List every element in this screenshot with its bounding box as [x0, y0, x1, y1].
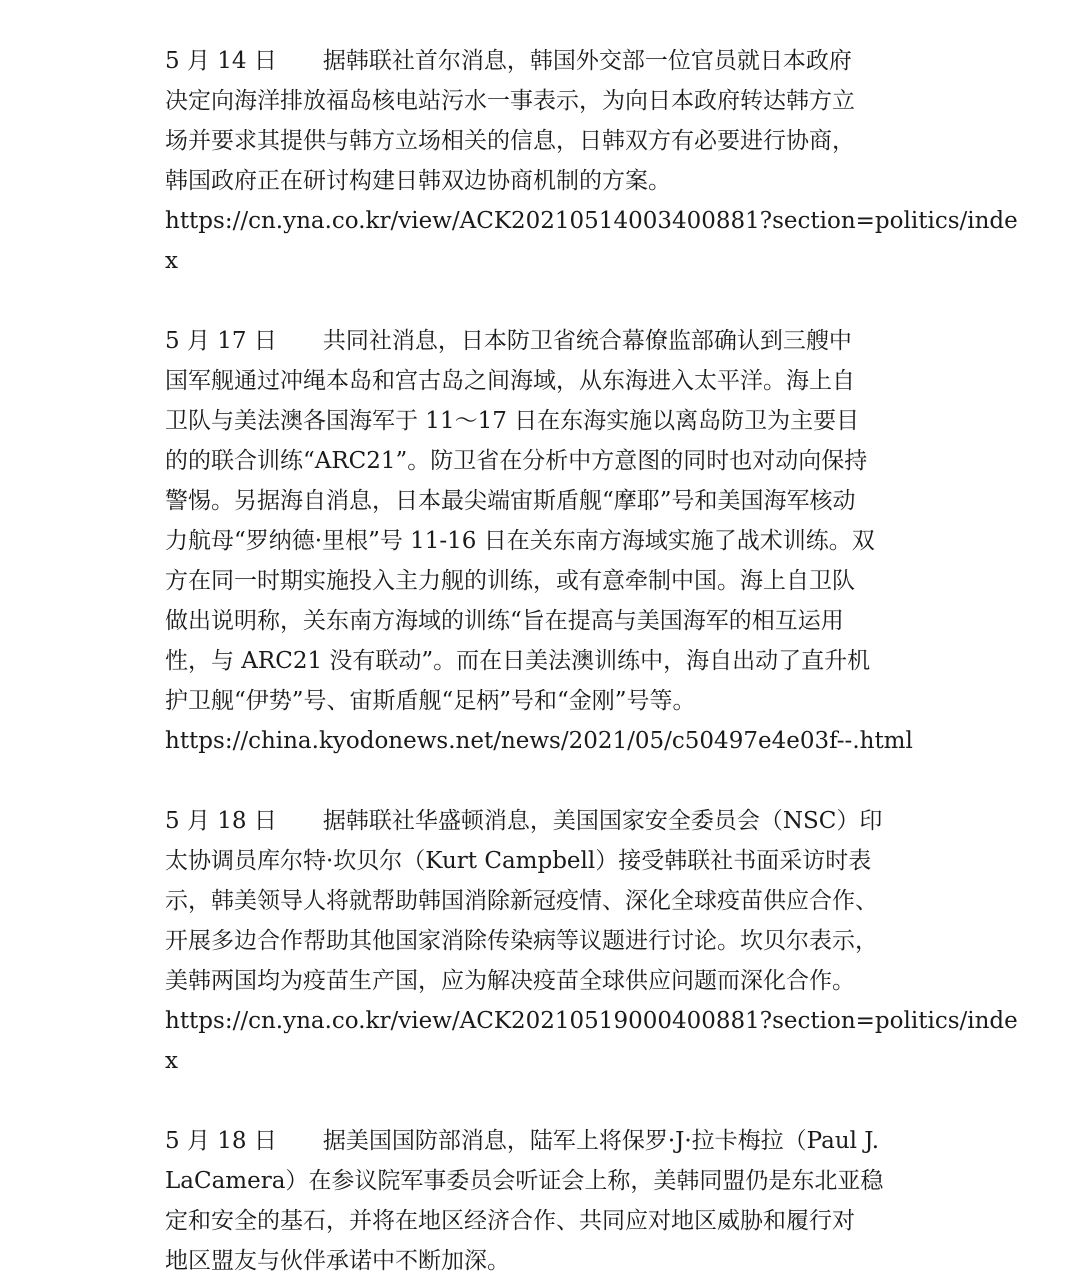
- paragraph-spacer: [165, 1081, 925, 1121]
- entry-line: 场并要求其提供与韩方立场相关的信息，日韩双方有必要进行协商，: [165, 128, 855, 154]
- news-entry-may-14: [165, 41, 1018, 281]
- entry-line: 卫队与美法澳各国海军于 11～17 日在东海实施以离岛防卫为主要目: [165, 408, 860, 434]
- entry-line: 开展多边合作帮助其他国家消除传染病等议题进行讨论。坎贝尔表示，: [165, 928, 878, 954]
- entry-line: 5 月 14 日 据韩联社首尔消息，韩国外交部一位官员就日本政府: [165, 48, 852, 74]
- entry-line: 的的联合训练“ARC21”。防卫省在分析中方意图的同时也对动向保持: [165, 448, 868, 474]
- entry-line: 定和安全的基石，并将在地区经济合作、共同应对地区威胁和履行对: [165, 1208, 855, 1234]
- entry-line: 国军舰通过冲绳本岛和宫古岛之间海域，从东海进入太平洋。海上自: [165, 368, 855, 394]
- source-url-continuation: x: [165, 248, 178, 274]
- source-url: https://china.kyodonews.net/news/2021/05/c50497e4e03f--.html: [165, 728, 913, 754]
- entry-line: 5 月 17 日 共同社消息，日本防卫省统合幕僚监部确认到三艘中: [165, 328, 852, 354]
- entry-line: 5 月 18 日 据韩联社华盛顿消息，美国国家安全委员会（NSC）印: [165, 808, 883, 834]
- entry-line: 性，与 ARC21 没有联动”。而在日美法澳训练中，海自出动了直升机: [165, 648, 871, 674]
- entry-line: 方在同一时期实施投入主力舰的训练，或有意牵制中国。海上自卫队: [165, 568, 855, 594]
- source-url: https://cn.yna.co.kr/view/ACK20210514003400881?section=politics/inde: [165, 208, 1018, 234]
- document-page: [165, 41, 1018, 1281]
- entry-line: 警惕。另据海自消息，日本最尖端宙斯盾舰“摩耶”号和美国海军核动: [165, 488, 856, 514]
- news-entry-may-17: [165, 321, 925, 761]
- entry-line: 韩国政府正在研讨构建日韩双边协商机制的方案。: [165, 168, 671, 194]
- entry-line: 美韩两国均为疫苗生产国，应为解决疫苗全球供应问题而深化合作。: [165, 968, 855, 994]
- entry-line: 做出说明称，关东南方海域的训练“旨在提高与美国海军的相互运用: [165, 608, 844, 634]
- entry-line: 力航母“罗纳德·里根”号 11-16 日在关东南方海域实施了战术训练。双: [165, 528, 875, 554]
- entry-line: LaCamera）在参议院军事委员会听证会上称，美韩同盟仍是东北亚稳: [165, 1168, 884, 1194]
- source-url: https://cn.yna.co.kr/view/ACK20210519000400881?section=politics/inde: [165, 1008, 1018, 1034]
- news-entry-may-18-dod: [165, 1121, 925, 1281]
- source-url-continuation: x: [165, 1048, 178, 1074]
- entry-line: 示，韩美领导人将就帮助韩国消除新冠疫情、深化全球疫苗供应合作、: [165, 888, 878, 914]
- news-entry-may-18-nsc: [165, 801, 1018, 1081]
- entry-line: 太协调员库尔特·坎贝尔（Kurt Campbell）接受韩联社书面采访时表: [165, 848, 872, 874]
- paragraph-spacer: [165, 761, 925, 801]
- entry-line: 5 月 18 日 据美国国防部消息，陆军上将保罗·J·拉卡梅拉（Paul J.: [165, 1128, 880, 1154]
- entry-line: 决定向海洋排放福岛核电站污水一事表示，为向日本政府转达韩方立: [165, 88, 855, 114]
- entry-line: 护卫舰“伊势”号、宙斯盾舰“足柄”号和“金刚”号等。: [165, 688, 696, 714]
- entry-line: 地区盟友与伙伴承诺中不断加深。: [165, 1248, 510, 1274]
- paragraph-spacer: [165, 281, 925, 321]
